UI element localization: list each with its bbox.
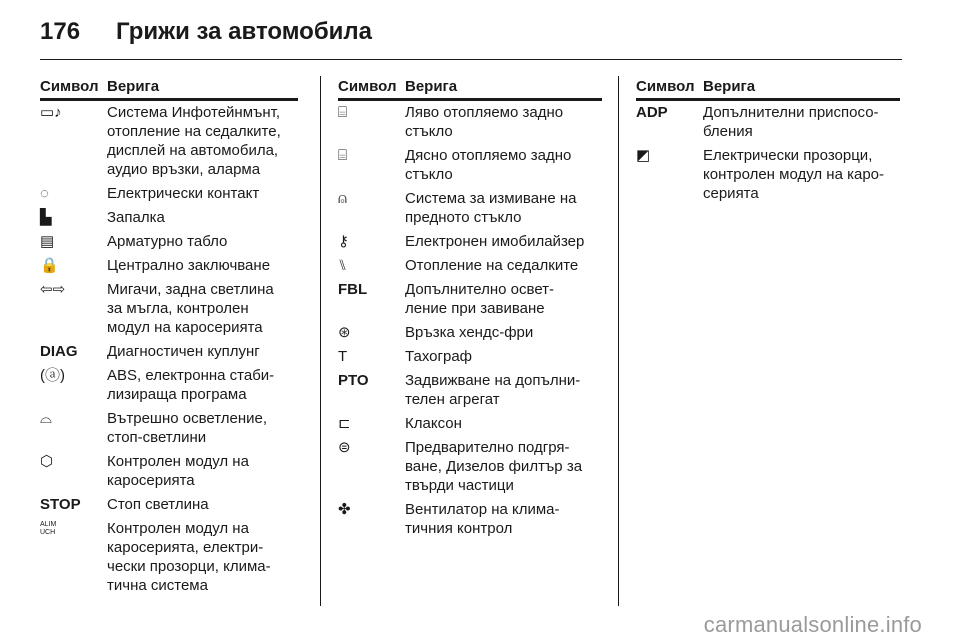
symbol-cell xyxy=(40,366,107,404)
table-row xyxy=(40,342,298,361)
power-window-icon: ◩ xyxy=(636,147,651,164)
header-symbol: Символ xyxy=(636,78,695,95)
header-symbol: Символ xyxy=(338,78,397,95)
header-circuit: Верига xyxy=(703,78,756,95)
infotainment-icon: ▭♪ xyxy=(40,104,62,121)
symbol-cell xyxy=(40,256,107,275)
circuit-description: Ляво отопляемо задно стъкло xyxy=(405,104,564,140)
alim-uch-icon: ALIM UCH xyxy=(40,521,57,536)
circuit-description: Централно заключване xyxy=(107,257,271,274)
table-row xyxy=(636,146,900,203)
circuit-description: Допълнително освет- ление при завиване xyxy=(405,281,555,317)
fuse-table-column-2 xyxy=(338,78,602,543)
symbol-cell xyxy=(338,146,405,184)
table-row xyxy=(338,146,602,184)
circuit-description: Отопление на седалките xyxy=(405,257,579,274)
table-row xyxy=(338,232,602,251)
seat-heating-icon: ⑊ xyxy=(338,257,348,274)
table-row xyxy=(40,208,298,227)
table-row xyxy=(338,189,602,227)
symbol-cell xyxy=(40,409,107,447)
header-symbol: Символ xyxy=(40,78,99,95)
windscreen-washer-icon: ⍝ xyxy=(338,190,348,207)
horn-icon: ⊏ xyxy=(338,415,351,432)
symbol-cell xyxy=(40,280,107,337)
fuse-table-column-1 xyxy=(40,78,298,600)
symbol-cell xyxy=(338,256,405,275)
table-row xyxy=(636,103,900,141)
symbol-cell xyxy=(338,189,405,227)
circuit-description: Запалка xyxy=(107,209,165,226)
circuit-description: Тахограф xyxy=(405,348,473,365)
table-row xyxy=(40,256,298,275)
instrument-panel-icon: ▤ xyxy=(40,233,55,250)
turn-signal-icon: ⇦⇨ xyxy=(40,281,66,298)
symbol-cell xyxy=(338,414,405,433)
circuit-description: Връзка хендс-фри xyxy=(405,324,534,341)
circuit-description: Система Инфотейнмънт, отопление на седалките, дисплей на автомобила, аудио връзки, аларма xyxy=(107,104,281,178)
circuit-description: Клаксон xyxy=(405,415,462,432)
table-row xyxy=(40,409,298,447)
symbol-cell xyxy=(40,208,107,227)
table-row xyxy=(338,371,602,409)
table-row xyxy=(338,347,602,366)
symbol-label: ADP xyxy=(636,104,668,121)
symbol-cell xyxy=(40,452,107,490)
ignition-icon: ◌ xyxy=(40,185,49,202)
symbol-cell xyxy=(40,184,107,203)
circuit-description: Диагностичен куплунг xyxy=(107,343,260,360)
circuit-description: Контролен модул на каросерията xyxy=(107,453,249,489)
symbol-label: PTO xyxy=(338,372,369,389)
tachograph-icon: T xyxy=(338,348,348,365)
circuit-description: Предварително подгря- ване, Дизелов филтър за твърди частици xyxy=(405,439,583,494)
table-row xyxy=(338,103,602,141)
circuit-description: Електронен имобилайзер xyxy=(405,233,585,250)
watermark: carmanualsonline.info xyxy=(703,612,922,637)
table-row xyxy=(40,366,298,404)
symbol-label: DIAG xyxy=(40,343,78,360)
header-rule xyxy=(40,59,902,60)
circuit-description: Допълнителни приспосо- бления xyxy=(703,104,879,140)
symbol-cell xyxy=(338,103,405,141)
table-row xyxy=(40,495,298,514)
table-row xyxy=(40,452,298,490)
circuit-description: Мигачи, задна светлина за мъгла, контролен модул на каросерията xyxy=(107,281,274,336)
right-heated-window-icon: ⌸ xyxy=(338,147,348,164)
immobiliser-key-icon: ⚷ xyxy=(338,233,349,250)
header-circuit: Верига xyxy=(107,78,160,95)
page-header xyxy=(40,18,372,48)
table-row xyxy=(338,323,602,342)
circuit-description: Система за измиване на предното стъкло xyxy=(405,190,577,226)
page-number: 176 xyxy=(40,18,81,45)
symbol-cell xyxy=(338,323,405,342)
circuit-description: Електрически прозорци, контролен модул на каро- серията xyxy=(703,147,885,202)
fan-icon: ✤ xyxy=(338,501,351,518)
symbol-cell xyxy=(40,103,107,179)
circuit-description: Задвижване на допълни- телен агрегат xyxy=(405,372,581,408)
circuit-description: ABS, електронна стаби- лизираща програма xyxy=(107,367,275,403)
table-row xyxy=(338,256,602,275)
symbol-cell xyxy=(636,146,703,203)
circuit-description: Вентилатор на клима- тичния контрол xyxy=(405,501,560,537)
table-row xyxy=(338,414,602,433)
cigarette-lighter-icon: ▙ xyxy=(40,209,52,226)
symbol-cell xyxy=(338,347,405,366)
central-locking-icon: 🔒 xyxy=(40,257,59,274)
circuit-description: Дясно отопляемо задно стъкло xyxy=(405,147,572,183)
table-header xyxy=(40,78,298,101)
table-row xyxy=(338,280,602,318)
symbol-cell xyxy=(338,438,405,495)
fuse-table-column-3 xyxy=(636,78,900,208)
circuit-description: Вътрешно осветление, стоп-светлини xyxy=(107,410,268,446)
column-divider xyxy=(618,76,619,606)
left-heated-window-icon: ⌸ xyxy=(338,104,348,121)
header-circuit: Верига xyxy=(405,78,458,95)
interior-light-icon: ⌓ xyxy=(40,410,52,427)
symbol-cell xyxy=(40,232,107,251)
symbol-cell xyxy=(40,519,107,595)
table-row xyxy=(40,103,298,179)
symbol-label: FBL xyxy=(338,281,368,298)
column-divider xyxy=(320,76,321,606)
table-row xyxy=(338,438,602,495)
abs-icon: (ⓐ) xyxy=(40,367,65,384)
handsfree-icon: ⊛ xyxy=(338,324,351,341)
page-title: Грижи за автомобила xyxy=(116,18,373,45)
circuit-description: Стоп светлина xyxy=(107,496,209,513)
table-header xyxy=(636,78,900,101)
table-row xyxy=(40,232,298,251)
table-header xyxy=(338,78,602,101)
circuit-description: Електрически контакт xyxy=(107,185,260,202)
symbol-cell xyxy=(338,232,405,251)
diesel-preheat-icon: ⊜ xyxy=(338,439,351,456)
symbol-label: STOP xyxy=(40,496,81,513)
table-row xyxy=(40,519,298,595)
circuit-description: Контролен модул на каросерията, електри- чески прозорци, клима- тична система xyxy=(107,520,271,594)
circuit-description: Арматурно табло xyxy=(107,233,228,250)
table-row xyxy=(40,184,298,203)
symbol-cell xyxy=(338,500,405,538)
body-control-icon: ⬡ xyxy=(40,453,54,470)
table-row xyxy=(40,280,298,337)
table-row xyxy=(338,500,602,538)
